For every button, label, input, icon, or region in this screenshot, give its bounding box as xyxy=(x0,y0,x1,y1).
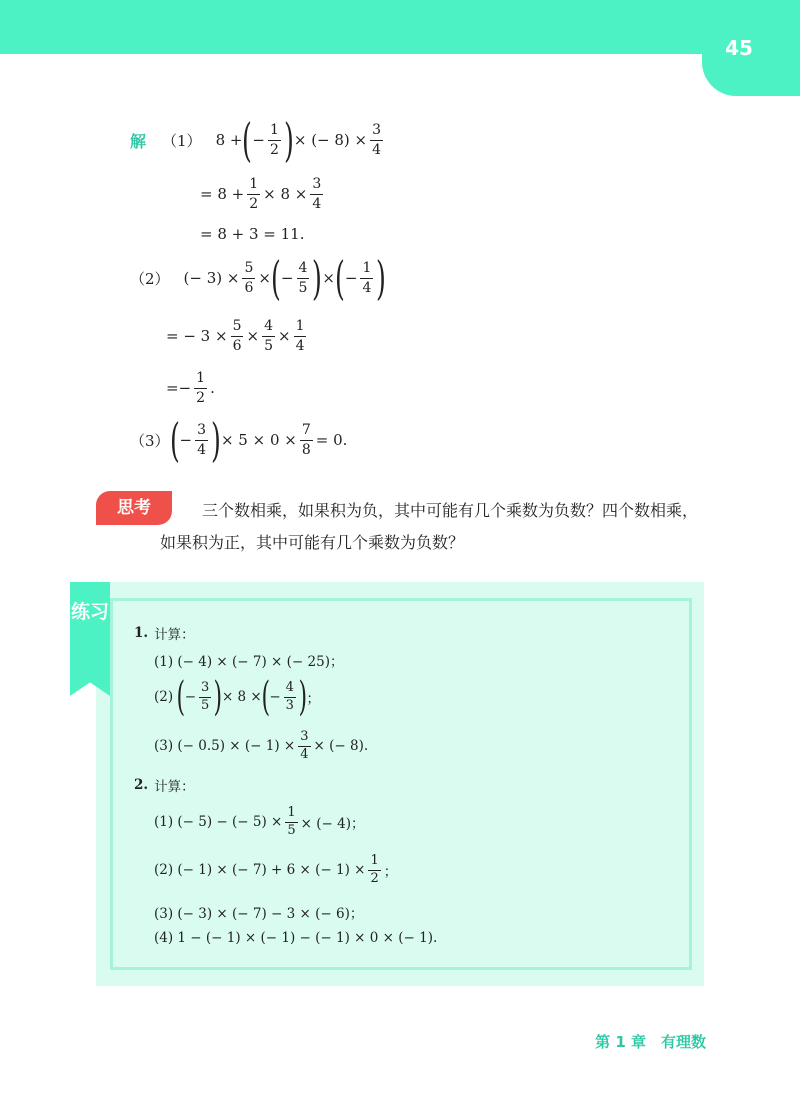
expr-text: × (− 8). xyxy=(313,738,369,754)
minus-sign: − xyxy=(269,689,281,705)
q1-item-2 xyxy=(154,676,320,718)
fraction: $\frac{1}{2}$ xyxy=(249,176,259,212)
left-paren: ( xyxy=(271,251,281,305)
chapter-footer: 第 1 章 有理数 xyxy=(595,1033,706,1051)
expr-text: = 8 + xyxy=(200,185,245,203)
expr-text: (3) (− 0.5) × (− 1) × xyxy=(154,738,296,754)
question-title: 计算： xyxy=(154,779,195,795)
q1-heading xyxy=(134,622,195,644)
fraction: $\frac{7}{8}$ xyxy=(301,422,311,458)
q1-item-1: (1) (− 4) × (− 7) × (− 25)； xyxy=(154,654,344,670)
part-mark: （2） xyxy=(130,269,170,288)
fraction: $\frac{3}{4}$ xyxy=(312,176,322,212)
part-mark: （3） xyxy=(130,431,170,450)
expr-text: ； xyxy=(383,864,398,880)
left-paren: ( xyxy=(334,251,345,305)
times: × xyxy=(258,269,271,287)
q2-item-4: (4) 1 − (− 1) × (− 1) − (− 1) × 0 × (− 1). xyxy=(154,930,438,946)
expr-text: = 0. xyxy=(315,431,348,449)
minus-sign: − xyxy=(179,431,193,449)
fraction: $\frac{1}{5}$ xyxy=(287,804,296,838)
question-number: 1. xyxy=(134,625,149,641)
question-title: 计算： xyxy=(154,627,195,643)
expr-text: = − 3 × xyxy=(166,327,228,345)
solution-label: 解 xyxy=(130,131,147,151)
expr-text: × 8 × xyxy=(263,185,308,203)
right-paren: ) xyxy=(298,674,308,720)
expr-text: (1) (− 5) − (− 5) × xyxy=(154,814,283,830)
solution-3-line xyxy=(130,413,348,467)
item-mark: (2) xyxy=(154,689,174,705)
right-paren: ) xyxy=(283,113,294,167)
right-paren: ) xyxy=(211,413,221,467)
expr-text: 8 + xyxy=(215,131,243,149)
times: × xyxy=(277,327,291,345)
fraction: $\frac{1}{4}$ xyxy=(295,318,305,354)
expr-text: × (− 4)； xyxy=(300,816,365,832)
right-paren: ) xyxy=(213,674,223,720)
exercise-ribbon-label: 练习 xyxy=(70,601,109,623)
q2-item-3: (3) (− 3) × (− 7) − 3 × (− 6)； xyxy=(154,906,364,922)
solution-2-line-3 xyxy=(166,366,215,410)
right-paren: ) xyxy=(376,251,387,305)
times: × xyxy=(322,269,335,287)
page-number: 45 xyxy=(725,36,753,60)
think-badge: 思考 xyxy=(96,491,172,525)
part-mark: （1） xyxy=(162,131,202,150)
minus-sign: − xyxy=(184,689,197,705)
solution-2-line-2 xyxy=(166,314,309,358)
question-number: 2. xyxy=(134,777,149,793)
expr-text: ； xyxy=(306,691,321,707)
fraction: $\frac{1}{4}$ xyxy=(362,260,372,296)
fraction: $\frac{3}{4}$ xyxy=(197,422,206,458)
q1-item-3 xyxy=(154,726,368,766)
fraction: $\frac{5}{6}$ xyxy=(232,318,242,354)
fraction: $\frac{5}{6}$ xyxy=(244,260,254,296)
fraction: $\frac{1}{2}$ xyxy=(196,370,206,406)
minus-sign: − xyxy=(344,269,358,287)
fraction: $\frac{4}{3}$ xyxy=(285,679,294,713)
fraction: $\frac{3}{4}$ xyxy=(372,122,382,158)
think-text: 三个数相乘，如果积为负，其中可能有几个乘数为负数？四个数相乘，如果积为正，其中可能有几个乘数为负数？ xyxy=(160,501,699,552)
solution-1-line-1 xyxy=(130,113,386,167)
solution-1-line-2 xyxy=(200,172,326,216)
top-header-bar xyxy=(0,0,800,54)
fraction: $\frac{4}{5}$ xyxy=(264,318,273,354)
expr-text: × 8 × xyxy=(221,689,262,705)
left-paren: ( xyxy=(169,413,180,467)
solution-1-line-3: = 8 + 3 = 11. xyxy=(200,225,305,243)
minus-sign: − xyxy=(280,269,294,287)
times: × xyxy=(246,327,260,345)
left-paren: ( xyxy=(261,674,270,720)
q2-heading xyxy=(134,774,195,796)
q2-item-1 xyxy=(154,802,365,842)
left-paren: ( xyxy=(176,674,186,720)
solution-2-line-1 xyxy=(130,251,387,305)
fraction: $\frac{3}{4}$ xyxy=(300,728,309,762)
fraction: $\frac{3}{5}$ xyxy=(201,679,210,713)
expr-text: (− 3) × xyxy=(183,269,240,287)
fraction: $\frac{1}{2}$ xyxy=(269,122,279,158)
fraction: $\frac{4}{5}$ xyxy=(298,260,308,296)
fraction: $\frac{1}{2}$ xyxy=(370,852,379,886)
q2-item-2 xyxy=(154,850,397,890)
expr-text: =− xyxy=(166,379,192,397)
expr-text: × (− 8) × xyxy=(293,131,368,149)
left-paren: ( xyxy=(242,113,253,167)
expr-text: × 5 × 0 × xyxy=(220,431,297,449)
right-paren: ) xyxy=(312,251,323,305)
expr-text: (2) (− 1) × (− 7) + 6 × (− 1) × xyxy=(154,862,366,878)
minus-sign: − xyxy=(252,131,265,149)
expr-text: . xyxy=(210,379,215,397)
